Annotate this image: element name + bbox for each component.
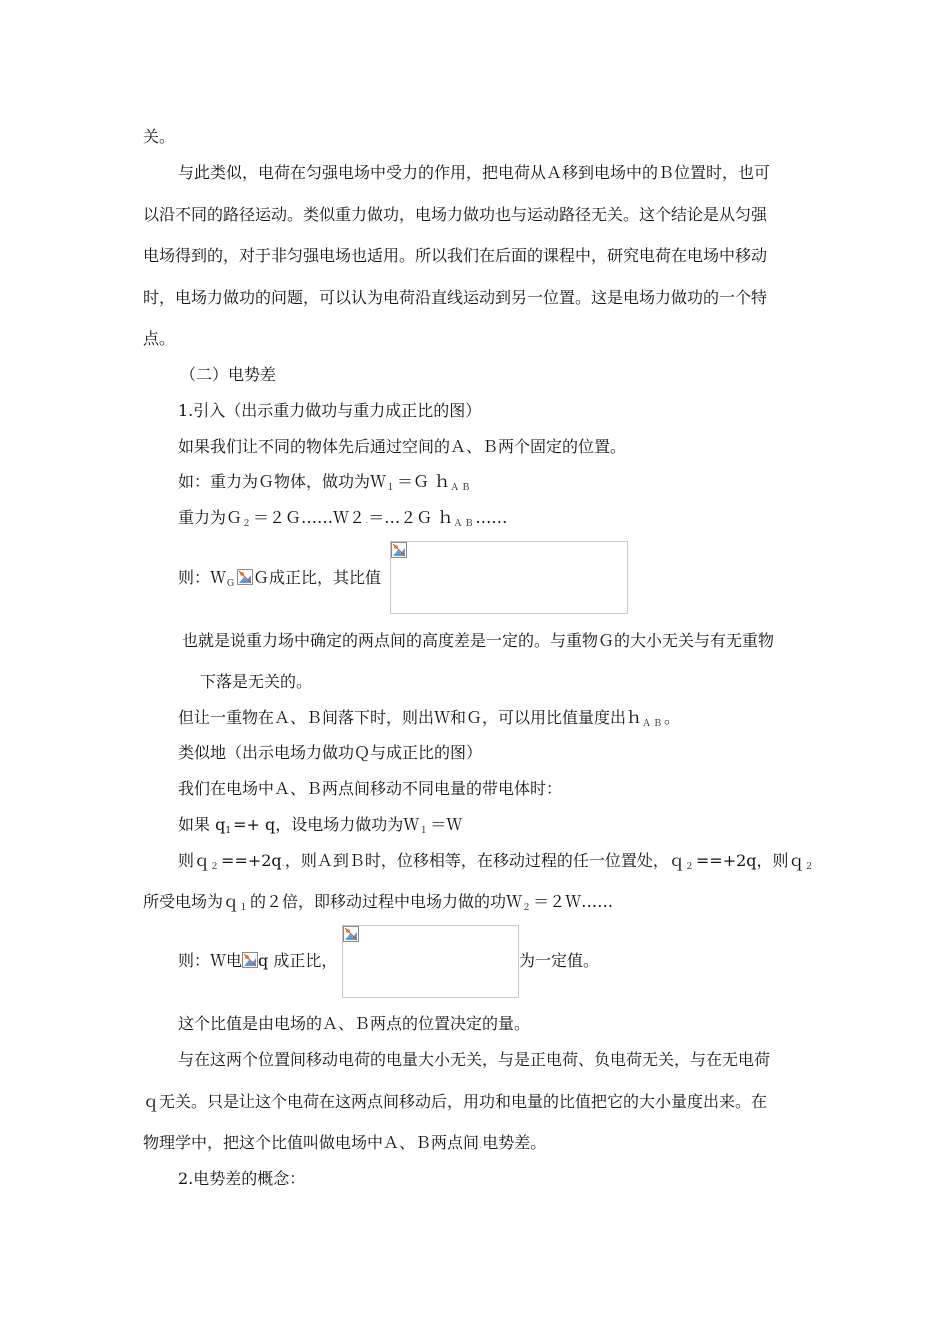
- formula-image-frame: [342, 925, 519, 998]
- text-line: 关。: [143, 127, 176, 146]
- text-line: 我们在电场中Ａ、Ｂ两点间移动不同电量的带电体时：: [178, 779, 563, 798]
- text-line: ｑ无关。只是让这个电荷在这两点间移动后，用功和电量的比值把它的大小量度出来。在: [143, 1092, 768, 1111]
- text-line: 则ｑ２==+2q.，则Ａ到Ｂ时，位移相等，在移动过程的任一位置处，ｑ２==+2q，则ｑ２: [178, 851, 816, 872]
- section-heading: （二）电势差: [180, 365, 277, 384]
- text-line: 如果我们让不同的物体先后通过空间的Ａ、Ｂ两个固定的位置。: [178, 437, 627, 456]
- text-line: 这个比值是由电场的Ａ、Ｂ两点的位置决定的量。: [178, 1014, 531, 1033]
- text-line: 1.引入（出示重力做功与重力成正比的图）: [178, 401, 482, 420]
- text-line: 以沿不同的路径运动。类似重力做功，电场力做功也与运动路径无关。这个结论是从匀强: [143, 205, 768, 224]
- text-line: 与在这两个位置间移动电荷的电量大小无关，与是正电荷、负电荷无关，与在无电荷: [178, 1050, 771, 1069]
- text-line: 2.电势差的概念：: [178, 1169, 306, 1188]
- broken-image-icon: [391, 542, 407, 558]
- text-line: 也就是说重力场中确定的两点间的高度差是一定的。与重物Ｇ的大小无关与有无重物: [182, 631, 775, 650]
- text-line: 下落是无关的。: [200, 672, 313, 691]
- text-line: 如：重力为Ｇ物体，做功为Ｗ１＝Ｇ ｈＡＢ: [178, 472, 473, 493]
- broken-image-icon: [242, 952, 258, 968]
- text-line: 则：ＷＧ Ｇ成正比，其比值: [178, 568, 382, 589]
- text-line: 与此类似，电荷在匀强电场中受力的作用，把电荷从Ａ移到电场中的Ｂ位置时，也可: [178, 163, 771, 182]
- text-line: 点。: [143, 329, 176, 348]
- text-line: 则：Ｗ电 q 成正比，: [178, 951, 338, 970]
- text-line: 电场得到的，对于非匀强电场也适用。所以我们在后面的课程中，研究电荷在电场中移动: [143, 246, 768, 265]
- text-line: 重力为Ｇ２＝２Ｇ……Ｗ２.＝…２Ｇ ｈＡＢ……: [178, 508, 508, 529]
- broken-image-icon: [237, 569, 253, 585]
- text-line: 时，电场力做功的问题，可以认为电荷沿直线运动到另一位置。这是电场力做功的一个特: [143, 288, 768, 307]
- text-line: 所受电场为ｑ１的２倍，即移动过程中电场力做的功Ｗ２＝２Ｗ……: [143, 892, 614, 913]
- text-line: 为一定值。: [519, 951, 600, 970]
- formula-image-frame: [390, 541, 628, 614]
- text-line: 如果 q1=+ q，设电场力做功为Ｗ１＝Ｗ: [178, 815, 463, 836]
- text-line: 但让一重物在Ａ、Ｂ间落下时，则出Ｗ和Ｇ，可以用比值量度出ｈＡＢ。: [178, 708, 681, 729]
- text-line: 类似地（出示电场力做功Ｑ与成正比的图）: [178, 743, 483, 762]
- text-line: 物理学中，把这个比值叫做电场中Ａ、Ｂ两点间.电势差。: [143, 1133, 547, 1152]
- broken-image-icon: [343, 926, 359, 942]
